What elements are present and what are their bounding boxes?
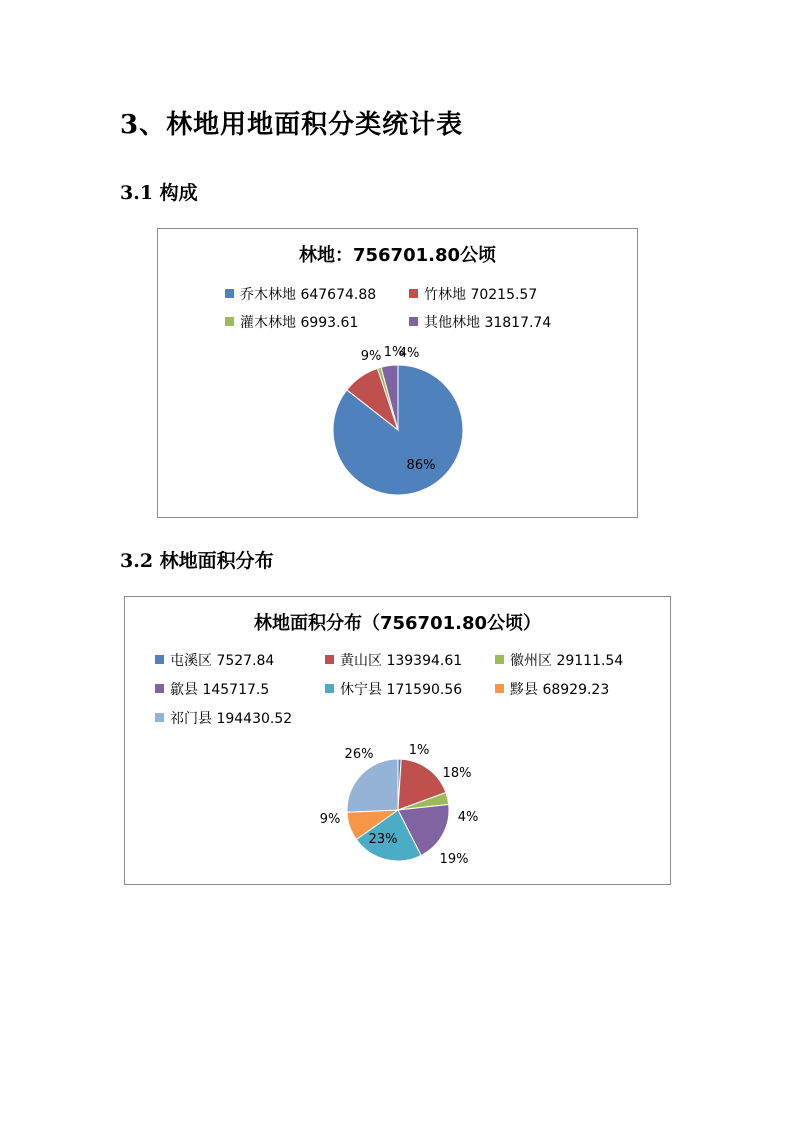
section-title-composition: 3.1 构成 [120,182,198,204]
legend-item: 黟县 68929.23 [495,681,609,699]
data-label: 19% [439,852,469,867]
data-label: 1% [383,345,405,360]
chart-distribution [124,596,671,885]
data-label: 23% [368,832,398,847]
pie-slice-祁门县 [347,759,398,812]
page-heading: 3、林地用地面积分类统计表 [120,110,464,140]
legend-item: 黄山区 139394.61 [325,652,462,670]
data-label: 1% [408,743,430,758]
legend-item: 歙县 145717.5 [155,681,269,699]
data-label: 4% [398,346,420,361]
legend-item: 屯溪区 7527.84 [155,652,274,670]
chart-title: 林地：756701.80公顷 [298,245,497,266]
data-label: 26% [344,747,374,762]
legend-item: 竹林地 70215.57 [409,286,537,304]
data-label: 4% [457,810,479,825]
data-label: 9% [319,812,341,827]
legend-item: 乔木林地 647674.88 [225,286,376,304]
section-title-distribution: 3.2 林地面积分布 [120,550,274,572]
legend-item: 徽州区 29111.54 [495,652,623,670]
chart-composition [157,228,638,518]
data-label: 18% [442,766,472,781]
legend-item: 祁门县 194430.52 [155,710,292,728]
data-label: 9% [360,349,382,364]
pie-chart-distribution [125,597,672,886]
legend-item: 其他林地 31817.74 [409,314,551,332]
data-label: 86% [406,458,436,473]
legend-item: 灌木林地 6993.61 [225,314,358,332]
legend-item: 休宁县 171590.56 [325,681,462,699]
chart-title: 林地面积分布（756701.80公顷） [253,613,542,634]
pie-chart-composition [158,229,639,519]
